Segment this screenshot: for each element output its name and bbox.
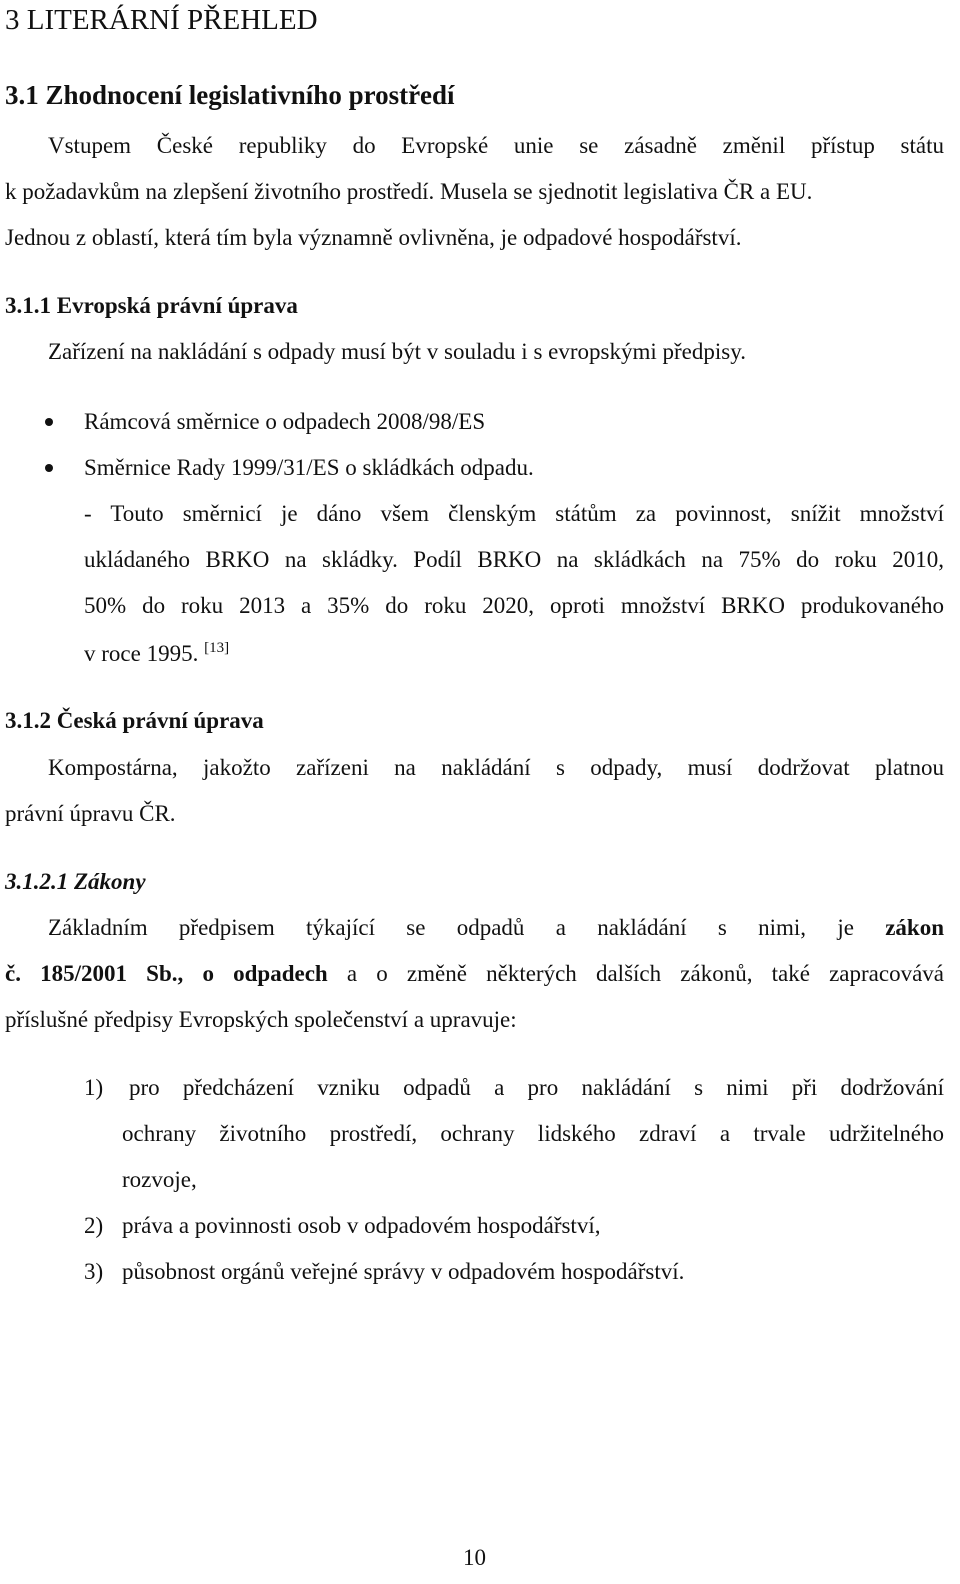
intro-line-1: Vstupem České republiky do Evropské unie se zásadně změnil přístup státu (48, 133, 944, 158)
list-item-number: 2) (84, 1213, 104, 1238)
section-heading-3-1-1: 3.1.1 Evropská právní úprava (5, 293, 298, 318)
list-item-1-line-1: pro předcházení vzniku odpadů a pro nakládání s nimi při dodržování (129, 1075, 944, 1100)
law-separator: , (177, 961, 203, 986)
citation-ref: [13] (204, 640, 230, 656)
law-title: o odpadech (202, 961, 328, 986)
eu-detail-line-4 (84, 640, 229, 668)
eu-intro: Zařízení na nakládání s odpady musí být v souladu i s evropskými předpisy. (48, 339, 746, 364)
eu-detail-line-1: - Touto směrnicí je dáno všem členským státům za povinnost, snížit množství (84, 501, 944, 526)
eu-detail-line-3: 50% do roku 2013 a 35% do roku 2020, oproti množství BRKO produkovaného (84, 593, 944, 618)
bullet-icon (45, 418, 53, 426)
bullet-icon (45, 464, 53, 472)
law-line-1-text: Základním předpisem týkající se odpadů a nakládání s nimi, je (48, 915, 854, 940)
law-line-1 (48, 914, 944, 942)
law-line-2 (5, 960, 944, 988)
eu-bullet-2: Směrnice Rady 1999/31/ES o skládkách odpadu. (84, 455, 534, 480)
page-number: 10 (463, 1545, 486, 1570)
eu-detail-line-2: ukládaného BRKO na skládky. Podíl BRKO na skládkách na 75% do roku 2010, (84, 547, 944, 572)
list-item-1-line-3: rozvoje, (122, 1167, 197, 1192)
section-heading-3-1: 3.1 Zhodnocení legislativního prostředí (5, 80, 455, 110)
intro-line-3: Jednou z oblastí, která tím byla významně ovlivněna, je odpadové hospodářství. (5, 225, 742, 250)
list-item-number: 1) (84, 1075, 104, 1100)
law-line-2-text: a o změně některých dalších zákonů, také zapracovává (327, 961, 945, 986)
list-item-3: působnost orgánů veřejné správy v odpadovém hospodářství. (122, 1259, 685, 1284)
list-item-number: 3) (84, 1259, 104, 1284)
page-heading: 3 LITERÁRNÍ PŘEHLED (5, 4, 318, 36)
section-heading-3-1-2: 3.1.2 Česká právní úprava (5, 708, 264, 733)
intro-line-2: k požadavkům na zlepšení životního prostředí. Musela se sjednotit legislativa ČR a EU. (5, 179, 813, 204)
law-line-1-bold: zákon (885, 915, 945, 940)
cz-intro-line-1: Kompostárna, jakožto zařízeni na nakládání s odpady, musí dodržovat platnou (48, 755, 944, 780)
law-line-3: příslušné předpisy Evropských společenství a upravuje: (5, 1007, 517, 1032)
eu-detail-year: v roce 1995. (84, 641, 199, 666)
list-item-2: práva a povinnosti osob v odpadovém hospodářství, (122, 1213, 601, 1238)
law-number: č. 185/2001 Sb. (5, 961, 178, 986)
list-item-1-line-2: ochrany životního prostředí, ochrany lidského zdraví a trvale udržitelného (122, 1121, 944, 1146)
section-heading-3-1-2-1: 3.1.2.1 Zákony (5, 869, 146, 894)
eu-bullet-1: Rámcová směrnice o odpadech 2008/98/ES (84, 409, 486, 434)
cz-intro-line-2: právní úpravu ČR. (5, 801, 176, 826)
